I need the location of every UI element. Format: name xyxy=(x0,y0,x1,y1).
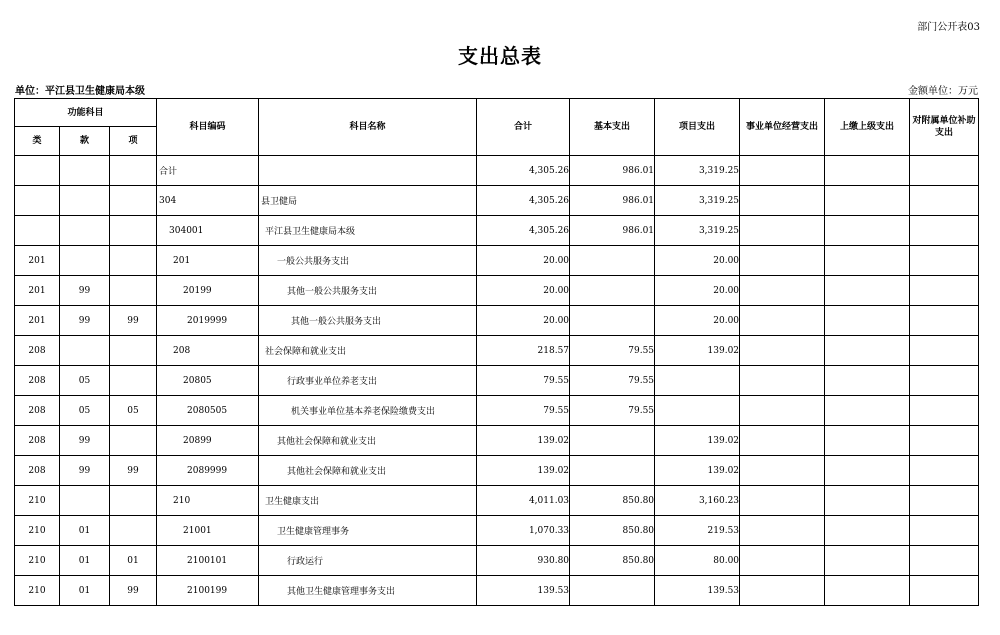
cell-section xyxy=(60,246,110,276)
cell-project: 139.02 xyxy=(655,456,740,486)
cell-total: 139.02 xyxy=(477,426,570,456)
cell-basic: 850.80 xyxy=(570,486,655,516)
cell-item xyxy=(110,336,157,366)
cell-item xyxy=(110,216,157,246)
cell-subsidy xyxy=(910,246,979,276)
cell-basic xyxy=(570,276,655,306)
cell-basic xyxy=(570,576,655,606)
cell-total: 79.55 xyxy=(477,396,570,426)
cell-project: 3,319.25 xyxy=(655,156,740,186)
cell-remit xyxy=(825,426,910,456)
cell-subject-code: 2100199 xyxy=(157,576,259,606)
cell-total: 930.80 xyxy=(477,546,570,576)
cell-item xyxy=(110,426,157,456)
cell-subsidy xyxy=(910,216,979,246)
cell-subject-name: 社会保障和就业支出 xyxy=(259,336,477,366)
cell-business xyxy=(740,456,825,486)
cell-subsidy xyxy=(910,156,979,186)
cell-remit xyxy=(825,456,910,486)
cell-item: 99 xyxy=(110,576,157,606)
cell-subject-code: 20899 xyxy=(157,426,259,456)
header-category: 类 xyxy=(15,127,60,156)
cell-category: 201 xyxy=(15,306,60,336)
cell-item: 05 xyxy=(110,396,157,426)
table-row xyxy=(15,486,979,516)
cell-total: 4,011.03 xyxy=(477,486,570,516)
cell-subject-name: 平江县卫生健康局本级 xyxy=(259,216,477,246)
corner-code: 部门公开表03 xyxy=(917,22,980,33)
cell-business xyxy=(740,306,825,336)
header-remit: 上缴上级支出 xyxy=(825,99,910,156)
table-row xyxy=(15,156,979,186)
cell-business xyxy=(740,186,825,216)
cell-subject-code: 304 xyxy=(157,186,259,216)
cell-item: 99 xyxy=(110,456,157,486)
cell-category: 208 xyxy=(15,336,60,366)
table-row xyxy=(15,516,979,546)
cell-subsidy xyxy=(910,276,979,306)
header-business: 事业单位经营支出 xyxy=(740,99,825,156)
cell-section: 99 xyxy=(60,426,110,456)
cell-subject-name: 其他一般公共服务支出 xyxy=(259,306,477,336)
cell-project: 80.00 xyxy=(655,546,740,576)
cell-subsidy xyxy=(910,426,979,456)
cell-subject-code: 21001 xyxy=(157,516,259,546)
cell-remit xyxy=(825,486,910,516)
cell-section xyxy=(60,486,110,516)
table-row xyxy=(15,546,979,576)
cell-category: 210 xyxy=(15,516,60,546)
cell-section: 05 xyxy=(60,366,110,396)
cell-subject-code: 201 xyxy=(157,246,259,276)
header-total: 合计 xyxy=(477,99,570,156)
cell-business xyxy=(740,546,825,576)
cell-category: 201 xyxy=(15,276,60,306)
cell-subject-name: 机关事业单位基本养老保险缴费支出 xyxy=(259,396,477,426)
cell-subject-name: 其他社会保障和就业支出 xyxy=(259,456,477,486)
cell-project: 219.53 xyxy=(655,516,740,546)
cell-subject-code: 2080505 xyxy=(157,396,259,426)
cell-category: 210 xyxy=(15,546,60,576)
cell-total: 1,070.33 xyxy=(477,516,570,546)
cell-project: 20.00 xyxy=(655,246,740,276)
cell-subject-name: 其他社会保障和就业支出 xyxy=(259,426,477,456)
cell-business xyxy=(740,396,825,426)
cell-subsidy xyxy=(910,366,979,396)
cell-basic: 850.80 xyxy=(570,546,655,576)
cell-business xyxy=(740,336,825,366)
cell-remit xyxy=(825,306,910,336)
cell-item xyxy=(110,366,157,396)
header-func-subject: 功能科目 xyxy=(15,99,157,127)
cell-remit xyxy=(825,396,910,426)
cell-subsidy xyxy=(910,306,979,336)
cell-remit xyxy=(825,336,910,366)
cell-total: 20.00 xyxy=(477,306,570,336)
cell-total: 139.02 xyxy=(477,456,570,486)
cell-remit xyxy=(825,186,910,216)
cell-subject-code: 20805 xyxy=(157,366,259,396)
cell-category xyxy=(15,216,60,246)
cell-remit xyxy=(825,216,910,246)
cell-subsidy xyxy=(910,516,979,546)
cell-category: 208 xyxy=(15,456,60,486)
table-row xyxy=(15,426,979,456)
cell-subsidy xyxy=(910,486,979,516)
cell-basic xyxy=(570,246,655,276)
cell-remit xyxy=(825,276,910,306)
header-subject-name: 科目名称 xyxy=(259,99,477,156)
cell-business xyxy=(740,216,825,246)
cell-section: 99 xyxy=(60,306,110,336)
header-subsidy: 对附属单位补助支出 xyxy=(910,99,979,156)
cell-basic: 79.55 xyxy=(570,366,655,396)
cell-basic: 79.55 xyxy=(570,336,655,366)
cell-subject-code: 20199 xyxy=(157,276,259,306)
expenditure-table xyxy=(14,98,979,606)
cell-section: 01 xyxy=(60,546,110,576)
cell-subject-code: 208 xyxy=(157,336,259,366)
cell-category: 201 xyxy=(15,246,60,276)
cell-item: 01 xyxy=(110,546,157,576)
cell-category: 208 xyxy=(15,366,60,396)
cell-item: 99 xyxy=(110,306,157,336)
cell-section xyxy=(60,336,110,366)
cell-section: 05 xyxy=(60,396,110,426)
cell-remit xyxy=(825,366,910,396)
cell-subject-code: 2089999 xyxy=(157,456,259,486)
cell-basic xyxy=(570,456,655,486)
cell-project: 20.00 xyxy=(655,276,740,306)
table-row xyxy=(15,576,979,606)
cell-category: 208 xyxy=(15,426,60,456)
cell-total: 4,305.26 xyxy=(477,186,570,216)
table-row xyxy=(15,456,979,486)
cell-total: 4,305.26 xyxy=(477,216,570,246)
cell-basic xyxy=(570,426,655,456)
cell-item xyxy=(110,276,157,306)
cell-basic: 850.80 xyxy=(570,516,655,546)
cell-category: 210 xyxy=(15,576,60,606)
page-title: 支出总表 xyxy=(458,44,542,68)
header-item: 项 xyxy=(110,127,157,156)
cell-subject-name: 卫生健康管理事务 xyxy=(259,516,477,546)
table-row xyxy=(15,216,979,246)
cell-section xyxy=(60,186,110,216)
table-row xyxy=(15,396,979,426)
cell-section: 01 xyxy=(60,516,110,546)
cell-item xyxy=(110,156,157,186)
cell-basic xyxy=(570,306,655,336)
cell-remit xyxy=(825,516,910,546)
cell-subject-name xyxy=(259,156,477,186)
cell-subject-code: 2100101 xyxy=(157,546,259,576)
cell-business xyxy=(740,246,825,276)
cell-project xyxy=(655,396,740,426)
cell-subject-code: 304001 xyxy=(157,216,259,246)
cell-total: 218.57 xyxy=(477,336,570,366)
cell-subject-name: 县卫健局 xyxy=(259,186,477,216)
cell-business xyxy=(740,426,825,456)
cell-project xyxy=(655,366,740,396)
table-row xyxy=(15,336,979,366)
cell-subsidy xyxy=(910,546,979,576)
cell-subject-name: 其他卫生健康管理事务支出 xyxy=(259,576,477,606)
cell-subject-code: 合计 xyxy=(157,156,259,186)
cell-item xyxy=(110,246,157,276)
cell-subsidy xyxy=(910,576,979,606)
cell-project: 3,160.23 xyxy=(655,486,740,516)
cell-project: 139.02 xyxy=(655,426,740,456)
cell-category: 208 xyxy=(15,396,60,426)
cell-subject-code: 210 xyxy=(157,486,259,516)
cell-basic: 986.01 xyxy=(570,186,655,216)
cell-business xyxy=(740,156,825,186)
cell-item xyxy=(110,186,157,216)
cell-project: 20.00 xyxy=(655,306,740,336)
table-row xyxy=(15,366,979,396)
cell-subsidy xyxy=(910,336,979,366)
cell-business xyxy=(740,366,825,396)
cell-basic: 986.01 xyxy=(570,216,655,246)
cell-subsidy xyxy=(910,186,979,216)
cell-basic: 79.55 xyxy=(570,396,655,426)
cell-subject-name: 行政事业单位养老支出 xyxy=(259,366,477,396)
header-section: 款 xyxy=(60,127,110,156)
cell-subject-name: 其他一般公共服务支出 xyxy=(259,276,477,306)
cell-total: 4,305.26 xyxy=(477,156,570,186)
cell-total: 20.00 xyxy=(477,246,570,276)
cell-category xyxy=(15,156,60,186)
cell-total: 20.00 xyxy=(477,276,570,306)
unit-label: 单位：平江县卫生健康局本级 xyxy=(15,86,145,97)
cell-category: 210 xyxy=(15,486,60,516)
cell-business xyxy=(740,486,825,516)
cell-project: 139.53 xyxy=(655,576,740,606)
cell-section xyxy=(60,216,110,246)
table-row xyxy=(15,306,979,336)
cell-remit xyxy=(825,156,910,186)
table-row xyxy=(15,276,979,306)
cell-section: 01 xyxy=(60,576,110,606)
cell-subject-code: 2019999 xyxy=(157,306,259,336)
cell-total: 139.53 xyxy=(477,576,570,606)
cell-total: 79.55 xyxy=(477,366,570,396)
cell-subsidy xyxy=(910,396,979,426)
cell-basic: 986.01 xyxy=(570,156,655,186)
cell-item xyxy=(110,486,157,516)
cell-remit xyxy=(825,576,910,606)
cell-business xyxy=(740,276,825,306)
cell-section: 99 xyxy=(60,276,110,306)
header-basic: 基本支出 xyxy=(570,99,655,156)
cell-project: 3,319.25 xyxy=(655,216,740,246)
cell-subject-name: 行政运行 xyxy=(259,546,477,576)
table-row xyxy=(15,246,979,276)
cell-business xyxy=(740,516,825,546)
cell-section xyxy=(60,156,110,186)
cell-item xyxy=(110,516,157,546)
header-subject-code: 科目编码 xyxy=(157,99,259,156)
cell-project: 139.02 xyxy=(655,336,740,366)
cell-subsidy xyxy=(910,456,979,486)
cell-business xyxy=(740,576,825,606)
header-project: 项目支出 xyxy=(655,99,740,156)
cell-section: 99 xyxy=(60,456,110,486)
table-row xyxy=(15,186,979,216)
money-unit-label: 金额单位：万元 xyxy=(908,86,978,97)
cell-remit xyxy=(825,546,910,576)
cell-subject-name: 一般公共服务支出 xyxy=(259,246,477,276)
cell-project: 3,319.25 xyxy=(655,186,740,216)
cell-remit xyxy=(825,246,910,276)
cell-subject-name: 卫生健康支出 xyxy=(259,486,477,516)
cell-category xyxy=(15,186,60,216)
